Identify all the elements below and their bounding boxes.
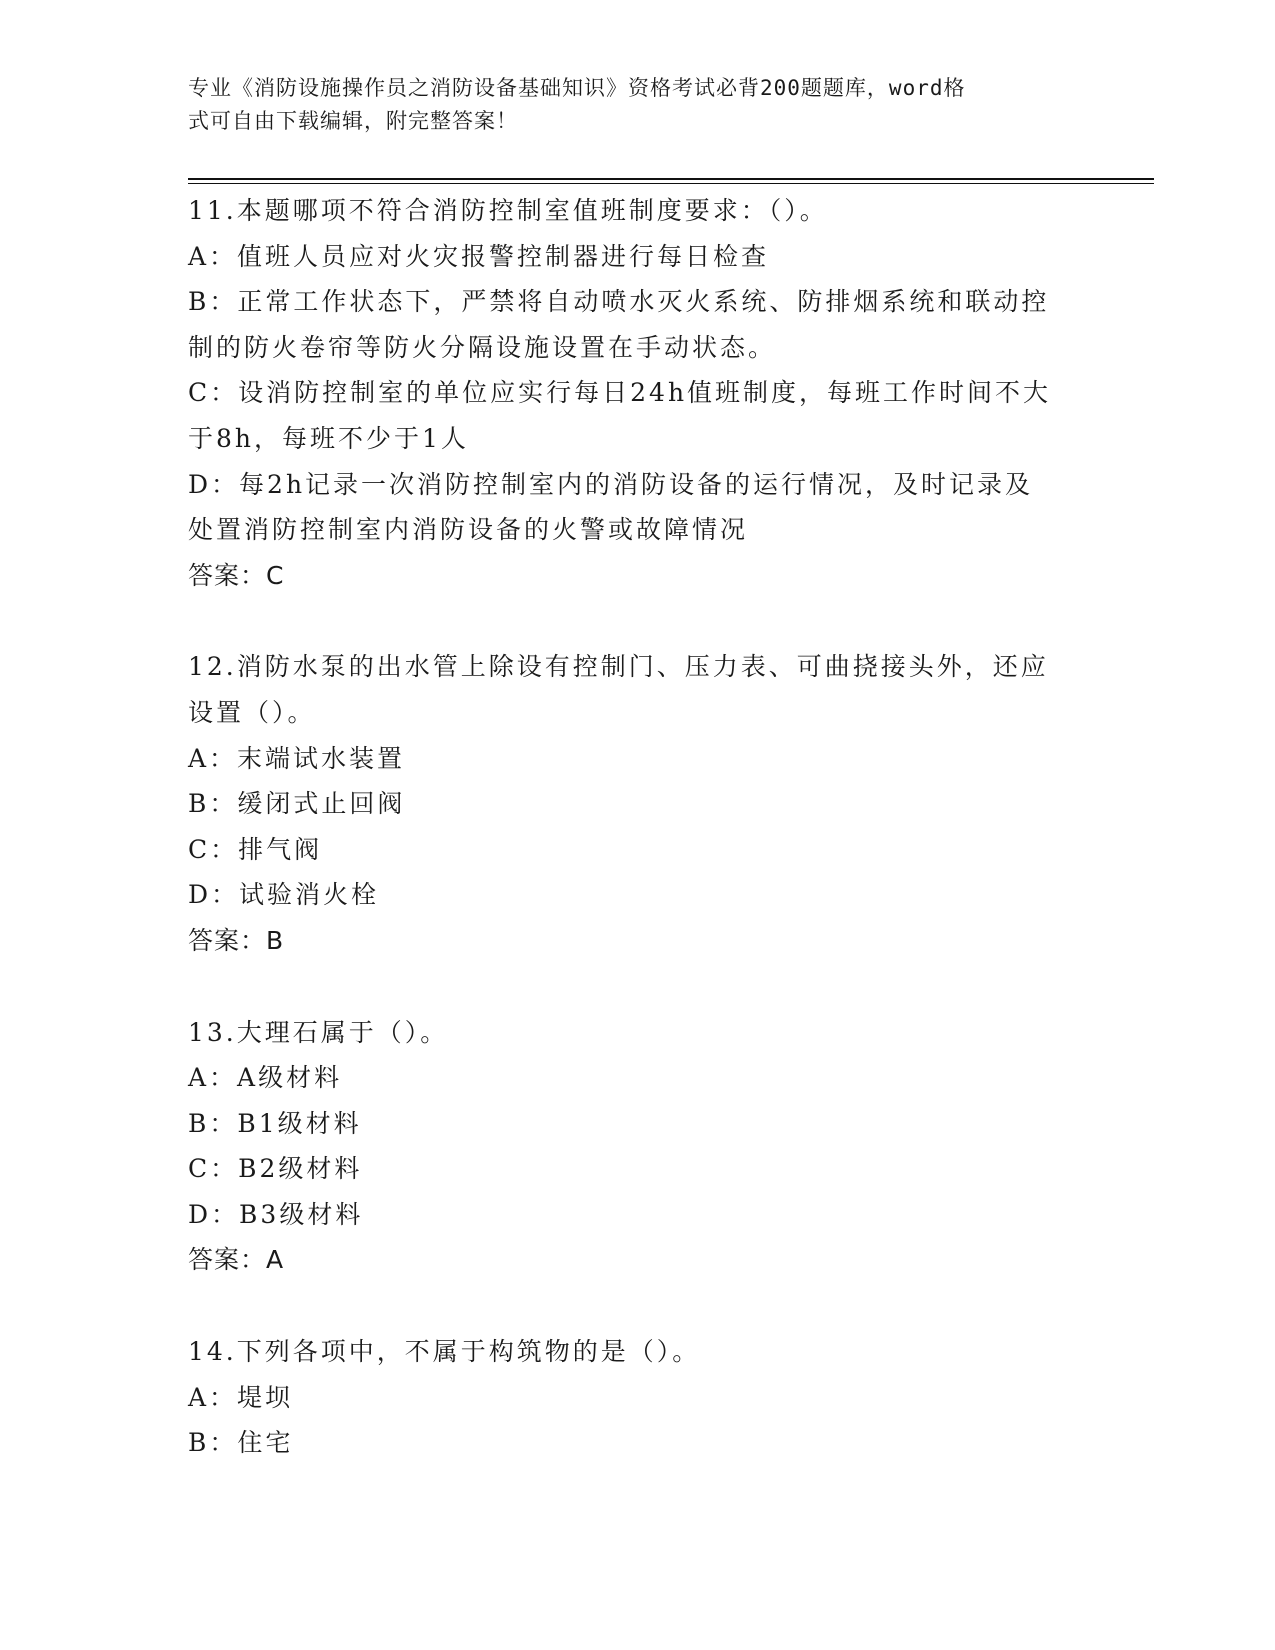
answer-line: 答案：C [188, 560, 285, 590]
question-list [188, 188, 1088, 1512]
option-line: B：B1级材料 [188, 1108, 362, 1138]
option-line: B：正常工作状态下，严禁将自动喷水灭火系统、防排烟系统和联动控 [188, 287, 1050, 317]
option-line: D：B3级材料 [188, 1199, 364, 1229]
question-stem-line: 13.大理石属于（）。 [188, 1017, 449, 1047]
document-header [188, 72, 1068, 138]
question-block [188, 1329, 1088, 1466]
option-line: 处置消防控制室内消防设备的火警或故障情况 [188, 515, 749, 545]
question-stem-line: 11.本题哪项不符合消防控制室值班制度要求：（）。 [188, 196, 828, 225]
option-line: C：B2级材料 [188, 1154, 363, 1184]
header-divider-thin [188, 183, 1154, 184]
option-line: C：设消防控制室的单位应实行每日24h值班制度，每班工作时间不大 [188, 378, 1052, 408]
question-block [188, 644, 1088, 963]
header-title-line-1: 专业《消防设施操作员之消防设备基础知识》资格考试必背200题题库，word格 [188, 76, 966, 100]
question-block [188, 188, 1088, 598]
option-line: B：住宅 [188, 1428, 294, 1458]
question-stem-line: 12.消防水泵的出水管上除设有控制门、压力表、可曲挠接头外，还应 [188, 652, 1049, 682]
answer-line: 答案：A [188, 1245, 285, 1275]
option-line: 制的防火卷帘等防火分隔设施设置在手动状态。 [188, 332, 777, 362]
answer-line: 答案：B [188, 925, 285, 955]
question-block [188, 1010, 1088, 1284]
option-line: A：值班人员应对火灾报警控制器进行每日检查 [188, 241, 770, 271]
header-divider-thick [188, 178, 1154, 180]
option-line: D：试验消火栓 [188, 880, 380, 910]
option-line: 于8h，每班不少于1人 [188, 423, 469, 453]
header-title-line-2: 式可自由下载编辑，附完整答案！ [188, 109, 518, 133]
question-stem-line: 设置（）。 [188, 697, 316, 727]
option-line: C：排气阀 [188, 834, 323, 864]
option-line: A：堤坝 [188, 1382, 294, 1412]
question-stem-line: 14.下列各项中，不属于构筑物的是（）。 [188, 1337, 701, 1367]
option-line: A：末端试水装置 [188, 743, 406, 773]
option-line: A：A级材料 [188, 1063, 343, 1093]
option-line: D：每2h记录一次消防控制室内的消防设备的运行情况，及时记录及 [188, 469, 1034, 499]
option-line: B：缓闭式止回阀 [188, 789, 406, 819]
